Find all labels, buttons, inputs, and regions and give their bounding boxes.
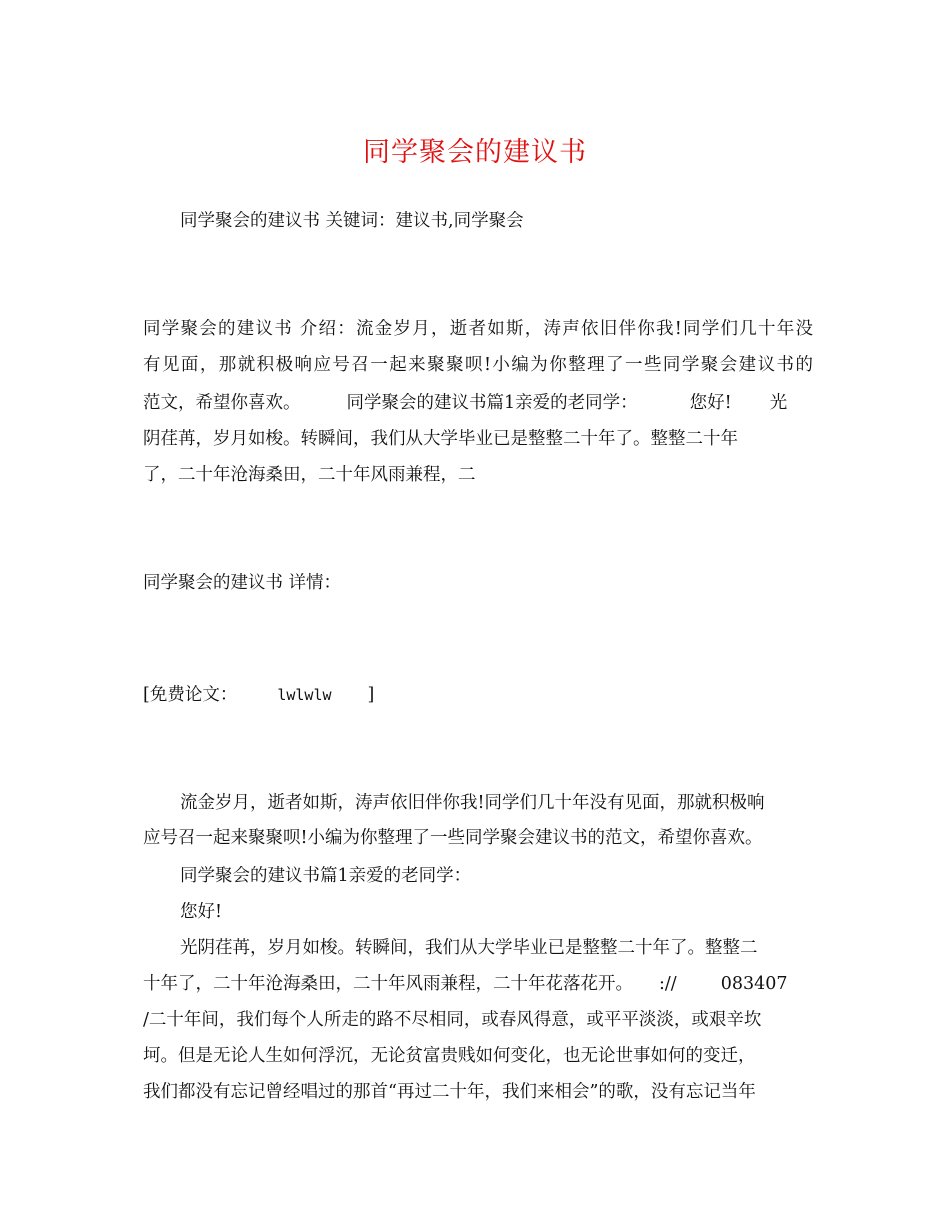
body-line-6-part-1: 十年了，二十年沧海桑田，二十年风雨兼程，二十年花落花开。 <box>143 974 633 994</box>
body-line-2: 应号召一起来聚聚呗!小编为你整理了一些同学聚会建议书的范文，希望你喜欢。 <box>143 828 763 848</box>
keywords-line: 同学聚会的建议书 关键词：建议书,同学聚会 <box>180 211 524 231</box>
intro-line-4: 阴荏苒，岁月如梭。转瞬间，我们从大学毕业已是整整二十年了。整整二十年 <box>143 429 738 449</box>
body-line-8: 坷。但是无论人生如何浮沉，无论贫富贵贱如何变化，也无论世事如何的变迁， <box>143 1046 756 1066</box>
free-paper-line <box>143 684 374 706</box>
body-line-6 <box>143 973 813 995</box>
body-line-4: 您好! <box>180 902 223 922</box>
body-line-6-part-2: :// <box>659 974 677 994</box>
body-line-5: 光阴荏苒，岁月如梭。转瞬间，我们从大学毕业已是整整二十年了。整整二 <box>180 938 758 958</box>
body-line-3: 同学聚会的建议书篇1亲爱的老同学： <box>180 866 472 886</box>
intro-line-2: 有见面，那就积极响应号召一起来聚聚呗!小编为你整理了一些同学聚会建议书的 <box>143 355 813 375</box>
document-title: 同学聚会的建议书 <box>363 137 587 168</box>
intro-line-3-part-2: 同学聚会的建议书篇1亲爱的老同学： <box>346 393 638 413</box>
body-line-9: 我们都没有忘记曾经唱过的那首“再过二十年，我们来相会”的歌，没有忘记当年 <box>143 1082 756 1102</box>
intro-line-3-part-4: 光 <box>769 393 788 413</box>
free-paper-suffix: ] <box>367 685 375 705</box>
intro-line-5: 了，二十年沧海桑田，二十年风雨兼程，二 <box>143 465 476 485</box>
intro-line-3-part-1: 范文，希望你喜欢。 <box>143 393 301 413</box>
body-line-1: 流金岁月，逝者如斯，涛声依旧伴你我!同学们几十年没有见面，那就积极响 <box>180 793 765 813</box>
free-paper-prefix: [免费论文： <box>143 685 238 705</box>
intro-line-1: 同学聚会的建议书 介绍：流金岁月，逝者如斯，涛声依旧伴你我!同学们几十年没 <box>143 319 813 339</box>
body-line-6-part-3: 083407 <box>720 974 788 994</box>
body-line-7: /二十年间，我们每个人所走的路不尽相同，或春风得意，或平平淡淡，或艰辛坎 <box>143 1010 762 1030</box>
intro-line-3 <box>143 392 813 414</box>
free-paper-code: lwlwlw <box>277 686 332 704</box>
intro-line-3-part-3: 您好! <box>689 393 732 413</box>
details-label: 同学聚会的建议书 详情： <box>143 573 342 593</box>
